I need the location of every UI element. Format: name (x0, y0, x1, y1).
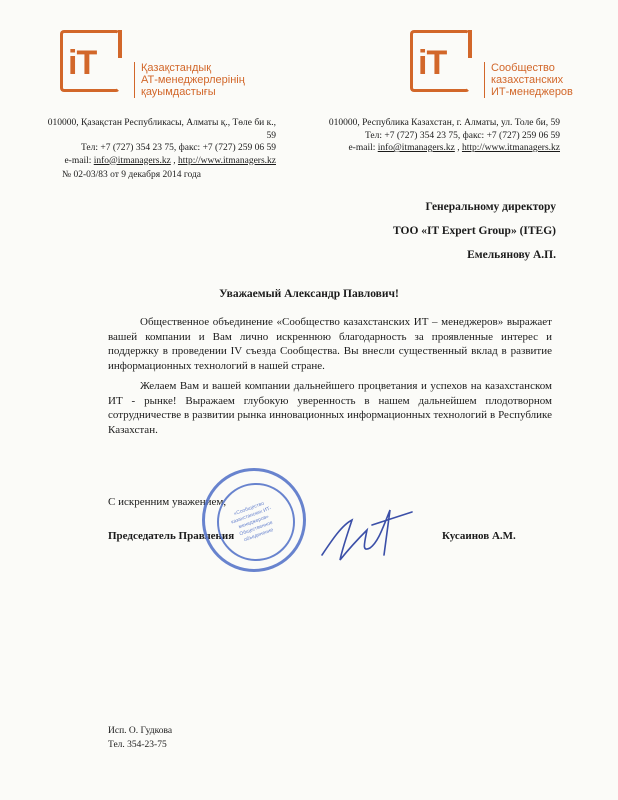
signature-image (312, 500, 422, 570)
greeting: Уважаемый Александр Павлович! (219, 288, 399, 300)
document-number: № 02-03/83 от 9 декабря 2014 года (62, 170, 202, 180)
footer (108, 724, 172, 752)
it-logo-icon: iT (60, 30, 122, 94)
executor-phone: Тел. 354-23-75 (108, 740, 167, 750)
stamp-text: «Сообщество казахстанских ИТ-менеджеров» Общественное объединение (230, 500, 275, 544)
website-link[interactable]: http://www.itmanagers.kz (177, 155, 276, 166)
signer-title: Председатель Правления (108, 530, 235, 542)
email-link[interactable]: info@itmanagers.kz (93, 155, 171, 166)
logo-right (410, 30, 573, 98)
recipient-position: Генеральному директору (425, 201, 556, 213)
recipient-name: Емельянову А.П. (467, 249, 556, 261)
address-left: 010000, Қазақстан Республикасы, Алматы қ., Төле би к., 59 Тел: +7 (727) 354 23 75, факс: +7 (727) 259 06 59 e-mail: info@itmanagers.kz , http://www.itmanagers.kz (47, 118, 276, 166)
executor: Исп. О. Гудкова (108, 726, 173, 736)
website-link[interactable]: http://www.itmanagers.kz (461, 143, 560, 153)
recipient-company: ТОО «IT Expert Group» (ITEG) (392, 225, 556, 237)
logo-right-text: Сообщество казахстанских ИТ-менеджеров (484, 62, 573, 98)
recipient-block (296, 195, 556, 267)
letter-body (108, 315, 552, 443)
email-link[interactable]: info@itmanagers.kz (377, 143, 455, 153)
logo-left (60, 30, 245, 98)
paragraph: Желаем Вам и вашей компании дальнейшего процветания и успехов на казахстанском ИТ - рынке! Выражаем глубокую уверенность в нашем дальнейшем плодотворном сотрудничестве в развитии рынка инновационных информационных технологий в Республике Казахстан. (108, 380, 552, 436)
address-right: 010000, Республика Казахстан, г. Алматы, ул. Толе би, 59 Тел: +7 (727) 354 23 75, факс: +7 (727) 259 06 59 e-mail: info@itmanagers.kz , http://www.itmanagers.kz (328, 118, 560, 153)
it-logo-icon: iT (410, 30, 472, 94)
stamp-seal (202, 468, 306, 572)
signer-name: Кусаинов А.М. (442, 530, 516, 542)
logo-left-text: Қазақстандық АТ-менеджерлерінің қауымдастығы (134, 62, 245, 98)
paragraph: Общественное объединение «Сообщество казахстанских ИТ – менеджеров» выражает вашей компании и Вам лично искреннюю благодарность за проявленные интерес и поддержку в проведении IV съезда Сообщества. Вы внесли существенный вклад в развитие информационных технологий в нашей стране. (108, 316, 552, 372)
closing: С искренним уважением, (108, 496, 227, 508)
